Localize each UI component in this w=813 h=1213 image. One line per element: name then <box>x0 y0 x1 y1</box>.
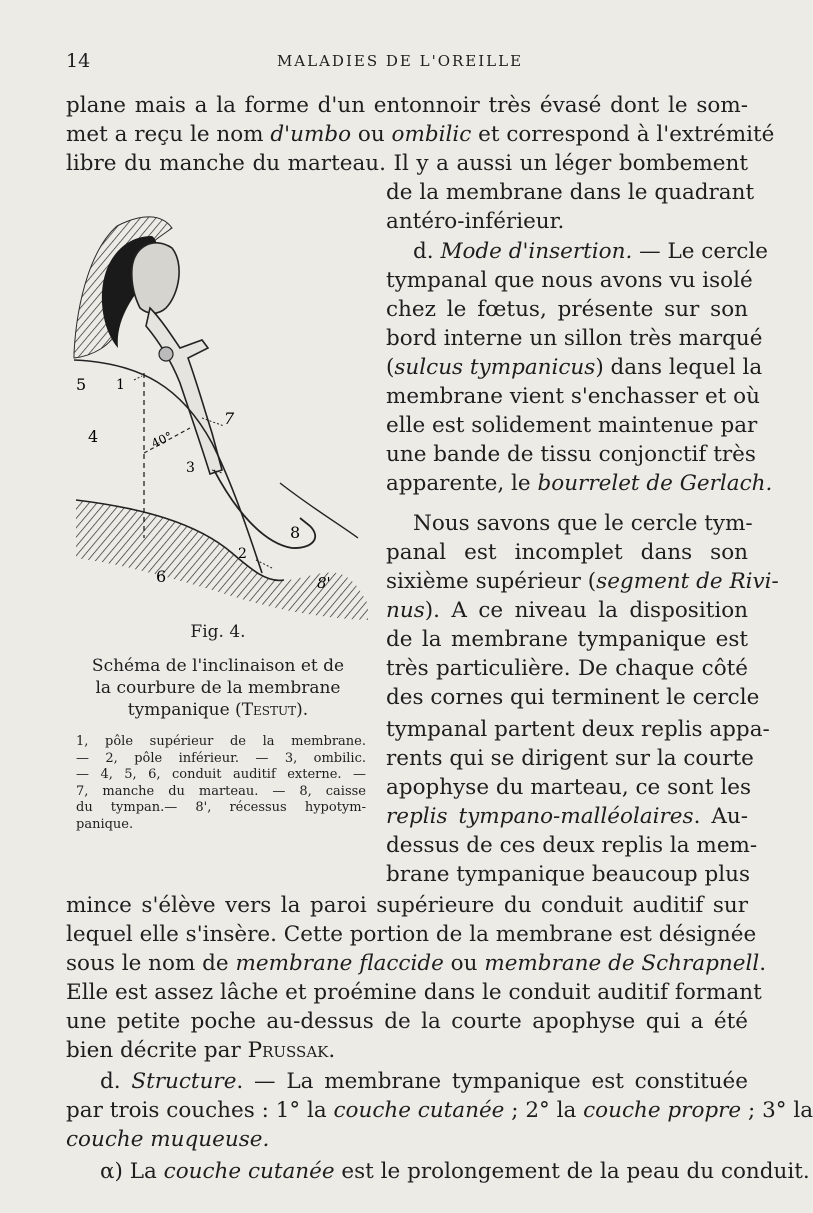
section-heading-structure: d. Structure. — La membrane tympanique est constituée <box>100 1069 749 1094</box>
text-line: panal est incomplet dans son <box>386 540 748 565</box>
text-line: antéro-inférieur. <box>386 209 565 234</box>
label-angle: 40° <box>149 429 175 451</box>
text-line: replis tympano-malléolaires. Au- <box>386 804 748 829</box>
running-title: MALADIES DE L'OREILLE <box>276 52 524 70</box>
text-line: mince s'élève vers la paroi supérieure du conduit auditif sur <box>66 893 748 918</box>
label-8-prime: 8' <box>317 574 331 592</box>
text-line: lequel elle s'insère. Cette portion de la membrane est désignée <box>66 922 757 947</box>
label-1: 1 <box>116 377 125 393</box>
page-header <box>0 50 800 76</box>
label-7: 7 <box>224 409 235 428</box>
text-line: couche muqueuse. <box>66 1127 270 1152</box>
label-6: 6 <box>156 567 167 586</box>
text-line: tympanal que nous avons vu isolé <box>386 268 753 293</box>
text-line: une petite poche au-dessus de la courte apophyse qui a été <box>66 1009 748 1034</box>
text-line: de la membrane tympanique est <box>386 627 748 652</box>
figure-caption-line: la courbure de la membrane <box>95 678 341 698</box>
text-line: brane tympanique beaucoup plus <box>386 862 751 887</box>
label-8: 8 <box>290 523 301 542</box>
lower-canal-wall <box>76 500 368 620</box>
legend-line: panique. <box>76 816 134 832</box>
text-line: membrane vient s'enchasser et où <box>386 384 760 409</box>
text-line: très particulière. De chaque côté <box>386 656 748 681</box>
text-line: α) La couche cutanée est le prolongement de la peau du conduit. <box>100 1159 810 1184</box>
legend-line: du tympan.— 8', récessus hypotym- <box>76 800 366 815</box>
text-line: dessus de ces deux replis la mem- <box>386 833 758 858</box>
figure-4-diagram <box>62 208 382 628</box>
text-line: de la membrane dans le quadrant <box>386 180 755 205</box>
text-line: nus). A ce niveau la disposition <box>386 598 748 623</box>
section-heading-insertion: d. Mode d'insertion. — Le cercle <box>413 239 768 264</box>
legend-line: 1, pôle supérieur de la membrane. <box>76 734 366 749</box>
text-line: bord interne un sillon très marqué <box>386 326 763 351</box>
text-line: met a reçu le nom d'umbo ou ombilic et correspond à l'extrémité <box>66 122 775 147</box>
legend-line: — 4, 5, 6, conduit auditif externe. — <box>76 767 366 782</box>
text-line: libre du manche du marteau. Il y a aussi un léger bombement <box>66 151 748 176</box>
label-4: 4 <box>88 427 99 446</box>
incus <box>132 243 179 313</box>
text-line: plane mais a la forme d'un entonnoir très évasé dont le som- <box>66 93 748 118</box>
text-line: sixième supérieur (segment de Rivi- <box>386 569 779 594</box>
text-line: Nous savons que le cercle tym- <box>413 511 753 536</box>
text-line: chez le fœtus, présente sur son <box>386 297 748 322</box>
text-line: sous le nom de membrane flaccide ou membrane de Schrapnell. <box>66 951 767 976</box>
label-5: 5 <box>76 375 87 394</box>
page-number: 14 <box>66 50 91 72</box>
text-line: (sulcus tympanicus) dans lequel la <box>386 355 763 380</box>
label-3: 3 <box>186 460 195 476</box>
text-line: bien décrite par Prussak. <box>66 1038 336 1063</box>
text-line: apparente, le bourrelet de Gerlach. <box>386 471 773 496</box>
figure-caption-line: tympanique (Testut). <box>127 700 309 720</box>
text-line: apophyse du marteau, ce sont les <box>386 775 752 800</box>
text-line: Elle est assez lâche et proémine dans le conduit auditif formant <box>66 980 762 1005</box>
text-line: des cornes qui terminent le cercle <box>386 685 760 710</box>
label-2: 2 <box>238 546 247 562</box>
text-line: tympanal partent deux replis appa- <box>386 717 770 742</box>
text-line: par trois couches : 1° la couche cutanée ; 2° la couche propre ; 3° la <box>66 1098 813 1123</box>
figure-caption-title: Fig. 4. <box>190 622 246 642</box>
figure-legend <box>76 734 366 833</box>
legend-line: 7, manche du marteau. — 8, caisse <box>76 783 366 799</box>
figure-caption-line: Schéma de l'inclinaison et de <box>91 656 345 676</box>
text-line: une bande de tissu conjonctif très <box>386 442 756 467</box>
process-dot <box>159 347 173 361</box>
text-line: elle est solidement maintenue par <box>386 413 758 438</box>
leader-1 <box>134 376 142 380</box>
legend-line: — 2, pôle inférieur. — 3, ombilic. <box>76 750 366 766</box>
text-line: rents qui se dirigent sur la courte <box>386 746 754 771</box>
